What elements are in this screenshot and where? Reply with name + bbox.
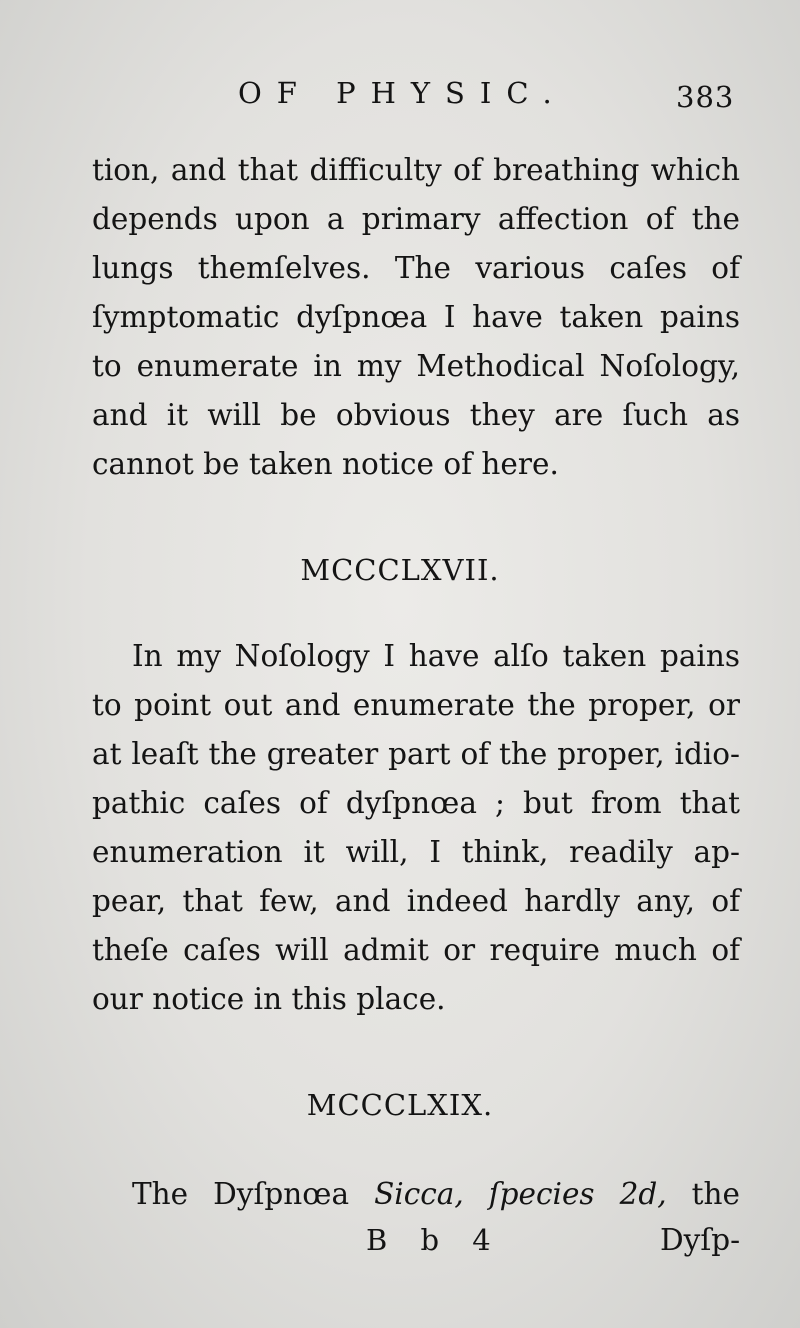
page-footer — [0, 1223, 800, 1268]
text-line: to point out and enumerate the proper, or — [92, 688, 740, 722]
running-head: OF PHYSIC. — [238, 76, 567, 110]
section-heading-mccclxvii: MCCCLXVII. — [300, 553, 500, 587]
word: Sicca, — [374, 1177, 464, 1211]
text-line: and it will be obvious they are ſuch as — [92, 398, 740, 432]
paragraph-mccclxvii — [92, 632, 740, 1024]
text-line: In my Noſology I have alſo taken pains — [132, 639, 740, 673]
text-line: ſymptomatic dyſpnœa I have taken pains — [92, 300, 740, 334]
signature-mark: B b 4 — [366, 1223, 503, 1257]
word: Dyſpnœa — [213, 1177, 350, 1211]
text-line: enumeration it will, I think, readily ap- — [92, 835, 740, 869]
text-line: tion, and that difficulty of breathing which — [92, 153, 740, 187]
text-line: lungs themſelves. The various caſes of — [92, 251, 740, 285]
text-line: at leaſt the greater part of the proper, idio- — [92, 737, 740, 771]
word: ſpecies — [488, 1177, 595, 1211]
paragraph-mccclxix — [92, 1170, 740, 1219]
page-header — [0, 72, 800, 122]
text-line: pear, that few, and indeed hardly any, of — [92, 884, 740, 918]
text-line: cannot be taken notice of here. — [92, 447, 559, 481]
text-line: to enumerate in my Methodical Noſology, — [92, 349, 740, 383]
text-line: pathic caſes of dyſpnœa ; but from that — [92, 786, 740, 820]
text-line: depends upon a primary affection of the — [92, 202, 740, 236]
word: 2d, — [619, 1177, 667, 1211]
text-line: our notice in this place. — [92, 982, 446, 1016]
word: the — [691, 1177, 740, 1211]
section-heading-mccclxix: MCCCLXIX. — [306, 1088, 494, 1122]
catchword: Dyſp- — [660, 1223, 741, 1257]
paragraph-continuation — [92, 146, 740, 489]
page-number: 383 — [676, 80, 735, 114]
text-line: theſe caſes will admit or require much of — [92, 933, 740, 967]
word: The — [132, 1177, 189, 1211]
text-line-italic-mix — [92, 1170, 740, 1219]
